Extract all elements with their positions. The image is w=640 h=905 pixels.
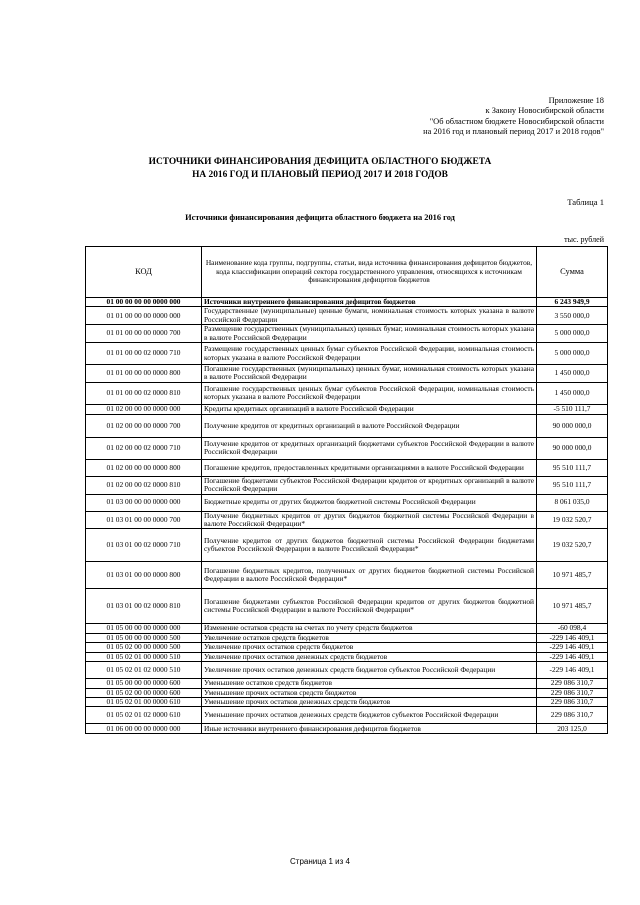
row-code: 01 03 01 00 02 0000 710 (86, 529, 202, 562)
row-name: Увеличение остатков средств бюджетов (202, 633, 537, 642)
row-code: 01 05 02 00 00 0000 500 (86, 643, 202, 652)
row-sum: 229 086 310,7 (537, 697, 608, 706)
row-name: Погашение кредитов, предоставленных кредитными организациями в валюте Российской Федерации (202, 459, 537, 476)
table-subtitle: Источники финансирования дефицита областного бюджета на 2016 год (185, 213, 455, 222)
row-name: Погашение бюджетами субъектов Российской Федерации кредитов от кредитных организаций в валюте Российской Федерации (202, 476, 537, 494)
row-name: Увеличение прочих остатков денежных средств бюджетов (202, 652, 537, 661)
table-row (86, 697, 608, 706)
table-row (86, 437, 608, 459)
row-sum: 10 971 485,7 (537, 562, 608, 589)
row-sum: 10 971 485,7 (537, 589, 608, 624)
appendix-line: на 2016 год и плановый период 2017 и 2018 годов" (423, 127, 604, 137)
table-row (86, 652, 608, 661)
row-name: Размещение государственных ценных бумаг субъектов Российской Федерации, номинальная стоимость которых указана в валюте Российской Федерации (202, 343, 537, 365)
appendix-line: к Закону Новосибирской области (485, 106, 604, 116)
row-code: 01 01 00 00 00 0000 000 (86, 307, 202, 325)
table-row (86, 511, 608, 529)
row-sum: 229 086 310,7 (537, 707, 608, 724)
row-code: 01 02 00 00 00 0000 700 (86, 414, 202, 437)
table-row (86, 589, 608, 624)
table-row (86, 679, 608, 688)
row-code: 01 03 00 00 00 0000 000 (86, 494, 202, 511)
row-sum: -229 146 409,1 (537, 652, 608, 661)
row-sum: 5 000 000,0 (537, 343, 608, 365)
row-sum: 8 061 035,0 (537, 494, 608, 511)
table-row (86, 325, 608, 343)
table-header-row (86, 247, 608, 298)
table-row (86, 688, 608, 697)
table-row (86, 476, 608, 494)
row-code: 01 01 00 00 00 0000 800 (86, 365, 202, 383)
row-code: 01 02 00 00 02 0000 710 (86, 437, 202, 459)
row-code: 01 00 00 00 00 0000 000 (86, 298, 202, 307)
row-code: 01 01 00 00 00 0000 700 (86, 325, 202, 343)
row-name: Бюджетные кредиты от других бюджетов бюджетной системы Российской Федерации (202, 494, 537, 511)
row-name: Погашение бюджетных кредитов, полученных от других бюджетов бюджетной системы Российской Федерации в валюте Российской Федерации* (202, 562, 537, 589)
row-code: 01 05 02 01 02 0000 610 (86, 707, 202, 724)
row-name: Кредиты кредитных организаций в валюте Российской Федерации (202, 404, 537, 414)
row-name: Увеличение прочих остатков средств бюджетов (202, 643, 537, 652)
row-code: 01 05 02 01 02 0000 510 (86, 662, 202, 679)
row-sum: 95 510 111,7 (537, 476, 608, 494)
row-sum: 5 000 000,0 (537, 325, 608, 343)
header-name: Наименование кода группы, подгруппы, статьи, вида источника финансирования дефицитов бюджетов, кода классификации операций сектора государственного управления, относящихся к источникам финансирования дефицитов бюджетов (202, 247, 537, 298)
row-code: 01 05 02 01 00 0000 610 (86, 697, 202, 706)
row-name: Получение кредитов от кредитных организаций в валюте Российской Федерации (202, 414, 537, 437)
row-name: Источники внутреннего финансирования дефицитов бюджетов (202, 298, 537, 307)
row-name: Размещение государственных (муниципальных) ценных бумаг, номинальная стоимость которых указана в валюте Российской Федерации (202, 325, 537, 343)
row-name: Уменьшение прочих остатков денежных средств бюджетов субъектов Российской Федерации (202, 707, 537, 724)
row-name: Получение бюджетных кредитов от других бюджетов бюджетной системы Российской Федерации в валюте Российской Федерации* (202, 511, 537, 529)
row-sum: 19 032 520,7 (537, 511, 608, 529)
row-code: 01 02 00 00 00 0000 800 (86, 459, 202, 476)
row-name: Иные источники внутреннего финансирования дефицитов бюджетов (202, 724, 537, 734)
page-footer: Страница 1 из 4 (290, 857, 350, 866)
table-row (86, 307, 608, 325)
table-row (86, 404, 608, 414)
title-line: ИСТОЧНИКИ ФИНАНСИРОВАНИЯ ДЕФИЦИТА ОБЛАСТНОГО БЮДЖЕТА (148, 157, 492, 167)
row-name: Погашение государственных ценных бумаг субъектов Российской Федерации, номинальная стоимость которых указана в валюте Российской Федерации (202, 382, 537, 404)
row-sum: 90 000 000,0 (537, 414, 608, 437)
table-row (86, 365, 608, 383)
row-code: 01 03 01 00 00 0000 800 (86, 562, 202, 589)
document-title (0, 156, 640, 181)
table-row (86, 382, 608, 404)
row-code: 01 06 00 00 00 0000 000 (86, 724, 202, 734)
appendix-note (423, 96, 604, 138)
row-sum: -229 146 409,1 (537, 662, 608, 679)
row-sum: 1 450 000,0 (537, 382, 608, 404)
row-name: Получение кредитов от других бюджетов бюджетной системы Российской Федерации бюджетами субъектов Российской Федерации в валюте Российской Федерации* (202, 529, 537, 562)
row-sum: 6 243 949,9 (537, 298, 608, 307)
row-code: 01 05 00 00 00 0000 500 (86, 633, 202, 642)
table-row (86, 643, 608, 652)
row-name: Изменение остатков средств на счетах по учету средств бюджетов (202, 624, 537, 633)
row-name: Увеличение прочих остатков денежных средств бюджетов субъектов Российской Федерации (202, 662, 537, 679)
row-sum: 1 450 000,0 (537, 365, 608, 383)
row-sum: 95 510 111,7 (537, 459, 608, 476)
row-code: 01 05 00 00 00 0000 000 (86, 624, 202, 633)
header-sum: Сумма (537, 247, 608, 298)
row-sum: 203 125,0 (537, 724, 608, 734)
row-code: 01 01 00 00 02 0000 710 (86, 343, 202, 365)
table-row (86, 459, 608, 476)
row-sum: 229 086 310,7 (537, 688, 608, 697)
row-sum: -60 098,4 (537, 624, 608, 633)
row-sum: -5 510 111,7 (537, 404, 608, 414)
row-name: Уменьшение остатков средств бюджетов (202, 679, 537, 688)
table-row (86, 562, 608, 589)
row-sum: 3 550 000,0 (537, 307, 608, 325)
table-row (86, 494, 608, 511)
table-row (86, 707, 608, 724)
row-code: 01 05 00 00 00 0000 600 (86, 679, 202, 688)
row-code: 01 03 01 00 02 0000 810 (86, 589, 202, 624)
row-sum: 229 086 310,7 (537, 679, 608, 688)
row-sum: 19 032 520,7 (537, 529, 608, 562)
table-number: Таблица 1 (567, 197, 604, 207)
row-name: Погашение государственных (муниципальных) ценных бумаг, номинальная стоимость которых указана в валюте Российской Федерации (202, 365, 537, 383)
header-code: КОД (86, 247, 202, 298)
appendix-line: Приложение 18 (548, 96, 604, 105)
financing-sources-table (85, 246, 608, 734)
table-row (86, 298, 608, 307)
table-row (86, 662, 608, 679)
row-code: 01 05 02 00 00 0000 600 (86, 688, 202, 697)
row-sum: 90 000 000,0 (537, 437, 608, 459)
table-row (86, 529, 608, 562)
row-name: Погашение бюджетами субъектов Российской Федерации кредитов от других бюджетов бюджетной системы Российской Федерации в валюте Российской Федерации* (202, 589, 537, 624)
row-code: 01 03 01 00 00 0000 700 (86, 511, 202, 529)
table-row (86, 724, 608, 734)
appendix-line: "Об областном бюджете Новосибирской области (429, 116, 604, 126)
row-name: Уменьшение прочих остатков средств бюджетов (202, 688, 537, 697)
title-line: НА 2016 ГОД И ПЛАНОВЫЙ ПЕРИОД 2017 И 2018 ГОДОВ (192, 169, 448, 180)
row-name: Получение кредитов от кредитных организаций бюджетами субъектов Российской Федерации в валюте Российской Федерации (202, 437, 537, 459)
row-name: Уменьшение прочих остатков денежных средств бюджетов (202, 697, 537, 706)
table-row (86, 633, 608, 642)
row-name: Государственные (муниципальные) ценные бумаги, номинальная стоимость которых указана в валюте Российской Федерации (202, 307, 537, 325)
table-row (86, 414, 608, 437)
row-sum: -229 146 409,1 (537, 643, 608, 652)
units-label: тыс. рублей (564, 235, 604, 244)
table-row (86, 624, 608, 633)
row-sum: -229 146 409,1 (537, 633, 608, 642)
row-code: 01 02 00 00 02 0000 810 (86, 476, 202, 494)
table-row (86, 343, 608, 365)
row-code: 01 02 00 00 00 0000 000 (86, 404, 202, 414)
row-code: 01 05 02 01 00 0000 510 (86, 652, 202, 661)
row-code: 01 01 00 00 02 0000 810 (86, 382, 202, 404)
